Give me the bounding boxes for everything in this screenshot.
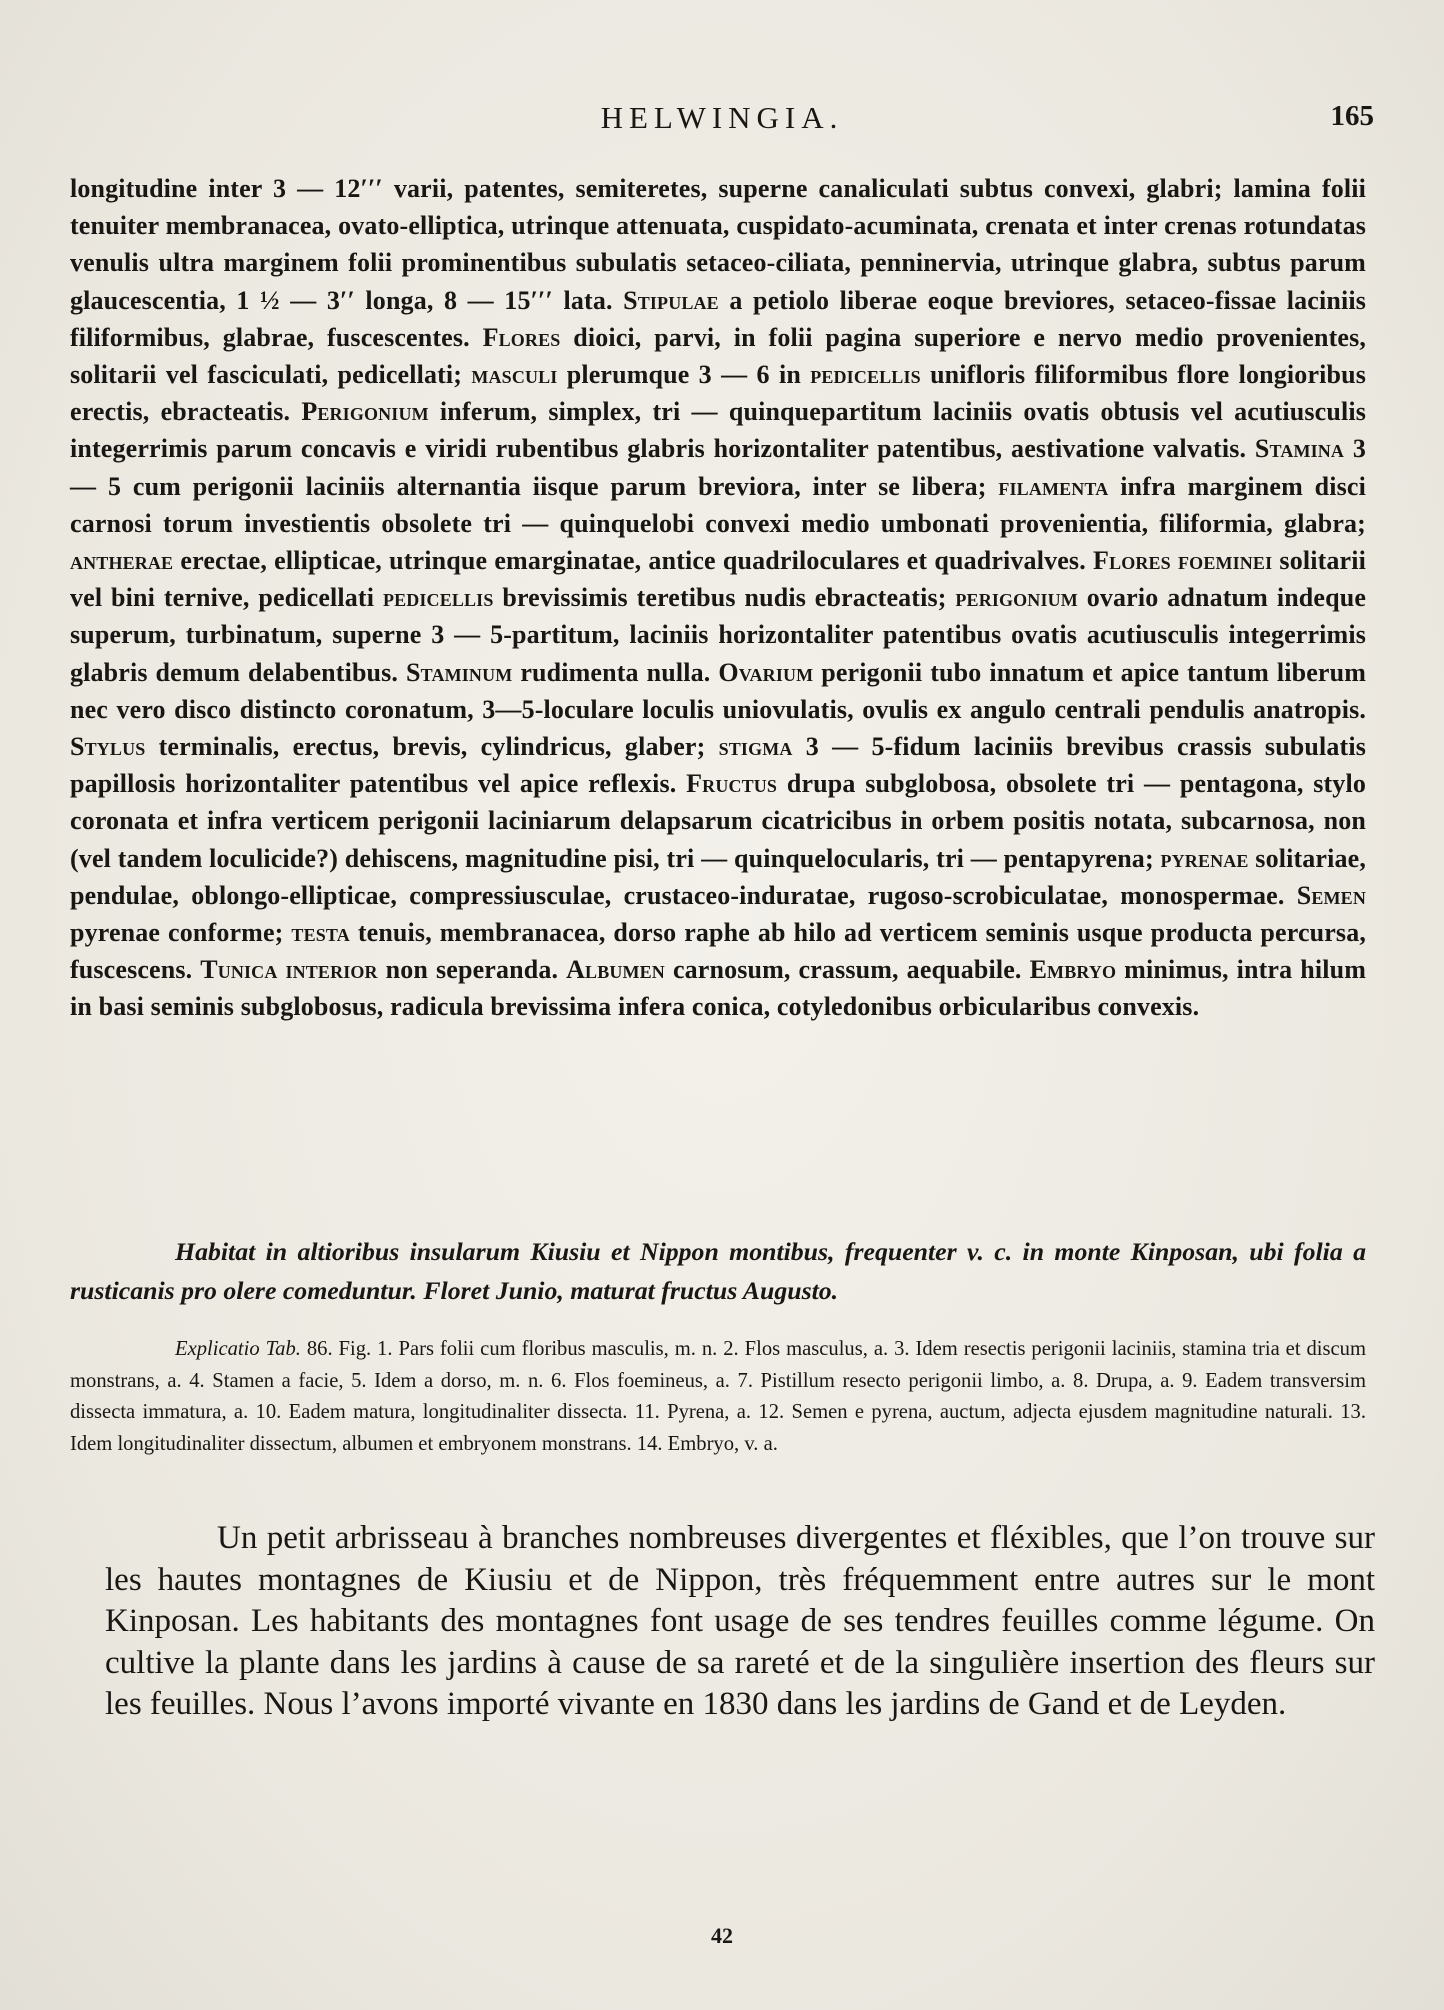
page-header bbox=[70, 100, 1374, 146]
term-stigma: stigma bbox=[718, 732, 793, 762]
description-text: infra marginem disci carnosi torum investientis obsolete tri — quinquelobi convexi medio umbonati provenientia, filiformia, glabra; bbox=[70, 471, 1366, 538]
botanical-description bbox=[70, 170, 1366, 1026]
description-text: solitarii vel bini ternive, pedicellati bbox=[70, 546, 1366, 613]
description-text: tenuis, membranacea, dorso raphe ab hilo ad verticem seminis usque producta percursa, fuscescens. bbox=[70, 918, 1367, 985]
term-stylus: Stylus bbox=[70, 732, 146, 762]
description-text: rudimenta nulla. bbox=[520, 657, 711, 687]
term-filamenta: filamenta bbox=[998, 471, 1109, 501]
term-pedicellis: pedicellis bbox=[382, 583, 494, 613]
french-paragraph: Un petit arbrisseau à branches nombreuses divergentes et fléxibles, que l’on trouve sur les hautes montagnes de Kiusiu et de Nippon, très fréquemment entre autres sur le mont Kinposan. Les habitants des montagnes font usage de ses tendres feuilles comme légume. On cultive la plante dans les jardins à cause de sa rareté et de la singulière insertion des fleurs sur les feuilles. Nous l’avons importé vivante en 1830 dans les jardins de Gand et de Leyden. bbox=[105, 1520, 1375, 1722]
term-testa: testa bbox=[291, 918, 350, 948]
term-stipulae: Stipulae bbox=[623, 285, 719, 315]
term-antherae: antherae bbox=[70, 546, 174, 576]
term-pedicellis: pedicellis bbox=[810, 360, 921, 390]
description-text: 3 — 5 cum perigonii laciniis alternantia iisque parum breviora, inter se libera; bbox=[70, 434, 1367, 501]
description-text: non seperanda. bbox=[385, 955, 559, 985]
description-text: minimus, intra hilum in basi seminis subglobosus, radicula brevissima infera conica, cotyledonibus orbicularibus convexis. bbox=[70, 955, 1367, 1022]
explicatio-lead: Explicatio Tab. bbox=[175, 1338, 301, 1360]
description-text: ovario adnatum indeque superum, turbinatum, superne 3 — 5-partitum, laciniis horizontaliter patentibus ovatis acutiusculis integerrimis glabris demum delabentibus. bbox=[70, 583, 1367, 687]
habitat-paragraph: Habitat in altioribus insularum Kiusiu et Nippon montibus, frequenter v. c. in monte Kinposan, ubi folia a rusticanis pro olere comeduntur. Floret Junio, maturat fructus Augusto. bbox=[70, 1237, 1366, 1305]
page-number: 165 bbox=[1330, 100, 1374, 132]
description-text: inferum, simplex, tri — quinquepartitum laciniis ovatis obtusis vel acutiusculis integerrimis parum concavis e viridi rubentibus glabris horizontaliter patentibus, aestivatione valvatis. bbox=[70, 397, 1366, 464]
signature-number: 42 bbox=[711, 1923, 733, 1948]
description-text: longitudine inter 3 — 12′′′ varii, patentes, semiteretes, superne canaliculati subtus convexi, glabri; lamina folii tenuiter membranacea, ovato-elliptica, utrinque attenuata, cuspidato-acuminata, crenata et inter crenas rotundatas venulis ultra marginem folii prominentibus subulatis setaceo-ciliata, penninervia, utrinque glabra, subtus parum glaucescentia, 1 ½ — 3′′ longa, 8 — 15′′′ lata. bbox=[70, 174, 1366, 315]
running-title: HELWINGIA. bbox=[600, 100, 844, 135]
term-staminum: Staminum bbox=[406, 657, 513, 687]
term-albumen: Albumen bbox=[566, 955, 665, 985]
term-stamina: Stamina bbox=[1254, 434, 1345, 464]
term-fructus: Fructus bbox=[686, 769, 778, 799]
description-text: drupa subglobosa, obsolete tri — pentagona, stylo coronata et infra verticem perigonii laciniarum delapsarum cicatricibus in orbem positis notata, subcarnosa, non (vel tandem loculicide?) dehiscens, magnitudine pisi, tri — quinquelocularis, tri — pentapyrena; bbox=[70, 769, 1366, 873]
term-flores: Flores bbox=[482, 322, 561, 352]
term-ovarium: Ovarium bbox=[718, 657, 814, 687]
description-text: unifloris filiformibus flore longioribus erectis, ebracteatis. bbox=[70, 360, 1366, 427]
term-perigonium: Perigonium bbox=[301, 397, 429, 427]
term-tunica-interior: Tunica interior bbox=[200, 955, 378, 985]
description-text: 3 — 5-fidum laciniis brevibus crassis subulatis papillosis horizontaliter patentibus vel apice reflexis. bbox=[70, 732, 1366, 799]
description-text: terminalis, erectus, brevis, cylindricus, glaber; bbox=[158, 732, 706, 762]
description-text: brevissimis teretibus nudis ebracteatis; bbox=[502, 583, 947, 613]
plate-explanation bbox=[70, 1334, 1366, 1461]
description-text: perigonii tubo innatum et apice tantum liberum nec vero disco distincto coronatum, 3—5-loculare loculis uniovulatis, ovulis ex angulo centrali pendulis anatropis. bbox=[70, 657, 1367, 724]
term-semen: Semen bbox=[1296, 880, 1366, 910]
term-pyrenae: pyrenae bbox=[1160, 843, 1249, 873]
description-text: pyrenae conforme; bbox=[70, 918, 284, 948]
explicatio-body: 86. Fig. 1. Pars folii cum floribus masculis, m. n. 2. Flos masculus, a. 3. Idem resectis perigonii laciniis, stamina tria et discum monstrans, a. 4. Stamen a facie, 5. Idem a dorso, m. n. 6. Flos foemineus, a. 7. Pistillum resecto perigonii limbo, a. 8. Drupa, a. 9. Eadem transversim dissecta immatura, a. 10. Eadem matura, longitudinaliter dissecta. 11. Pyrena, a. 12. Semen e pyrena, auctum, adjecta ejusdem magnitudine naturali. 13. Idem longitudinaliter dissectum, albumen et embryonem monstrans. 14. Embryo, v. a. bbox=[70, 1338, 1366, 1456]
description-text: a petiolo liberae eoque breviores, setaceo-fissae laciniis filiformibus, glabrae, fuscescentes. bbox=[70, 285, 1366, 352]
term-masculi: masculi bbox=[471, 360, 558, 390]
term-embryo: Embryo bbox=[1029, 955, 1117, 985]
term-flores-foeminei: Flores foeminei bbox=[1093, 546, 1273, 576]
term-perigonium: perigonium bbox=[955, 583, 1078, 613]
description-text: dioici, parvi, in folii pagina superiore e nervo medio provenientes, solitarii vel fasciculati, pedicellati; bbox=[70, 322, 1366, 390]
description-text: carnosum, crassum, aequabile. bbox=[672, 955, 1022, 985]
description-text: solitariae, pendulae, oblongo-ellipticae, compressiusculae, crustaceo-induratae, rugoso-scrobiculatae, monospermae. bbox=[70, 843, 1366, 910]
description-text: plerumque 3 — 6 in bbox=[566, 360, 801, 390]
description-text: erectae, ellipticae, utrinque emarginatae, antice quadriloculares et quadrivalves. bbox=[180, 546, 1086, 576]
